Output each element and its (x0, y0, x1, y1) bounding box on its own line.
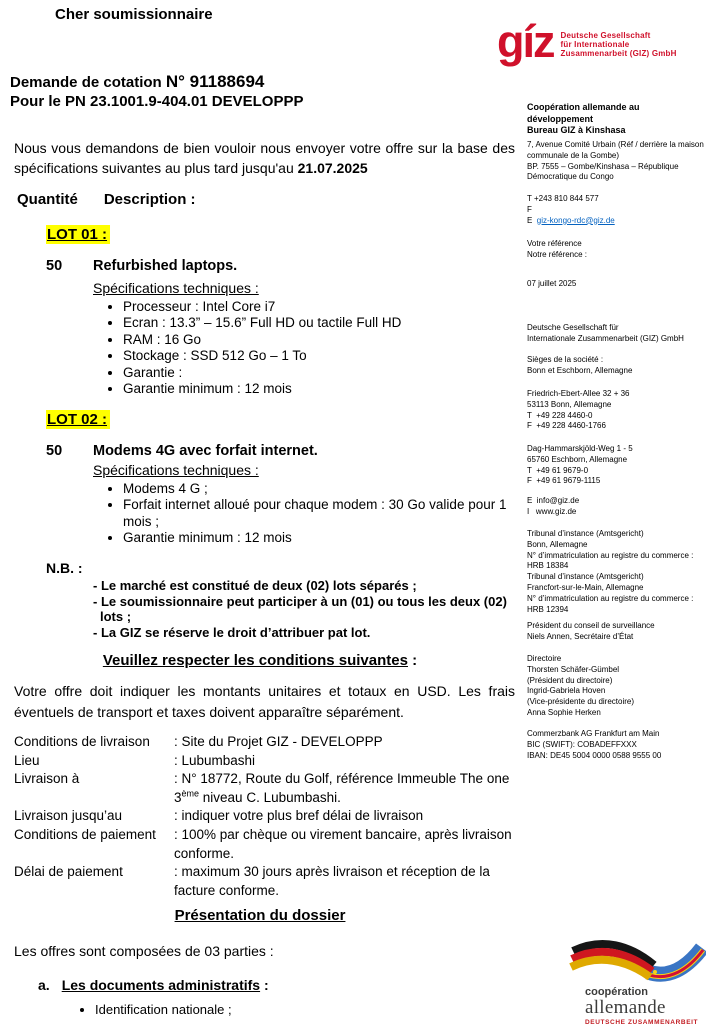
office-address (527, 140, 707, 183)
sidebar-line: Ingrid-Gabriela Hoven (527, 686, 606, 696)
list-item: • Identification nationale ; (95, 1002, 232, 1017)
supervisory-board (527, 621, 707, 643)
sidebar-line: Notre référence : (527, 249, 588, 259)
term-value: : indiquer votre plus bref délai de livraison (174, 808, 424, 824)
germany-drc-flag-ribbon-icon (568, 936, 706, 988)
sidebar-line: Tribunal d’instance (Amtsgericht) (527, 529, 644, 538)
salutation: Cher soumissionnaire (55, 6, 213, 23)
nb-item: - La GIZ se réserve le droit d’attribuer pat lot. (93, 624, 371, 640)
sidebar-line: N° d’immatriculation au registre du commerce : (527, 550, 694, 560)
lot1-spec-list (103, 299, 523, 397)
term-value: : maximum 30 jours après livraison et réception de la facture conforme. (174, 864, 494, 898)
sidebar-line: Commerzbank AG Frankfurt am Main (527, 729, 660, 738)
sidebar-header (527, 102, 707, 137)
columns-heading (17, 191, 196, 208)
bonn-address (527, 389, 707, 432)
presentation-intro: Les offres sont composées de 03 parties : (14, 943, 274, 959)
email-line (527, 216, 707, 227)
sidebar-line: E info@giz.de (527, 496, 580, 505)
sidebar-line: T +49 61 9679-0 (527, 465, 589, 475)
sidebar-line: Tribunal d’instance (Amtsgericht) (527, 572, 644, 582)
sidebar-line: Francfort-sur-le-Main, Allemagne (527, 582, 644, 592)
presentation-heading (0, 907, 520, 924)
presentation-heading-text: Présentation du dossier (174, 907, 346, 924)
giz-logo (497, 16, 677, 67)
email-label: E (527, 215, 537, 225)
term-label: Conditions de livraison (14, 734, 150, 749)
lot1-label: LOT 01 : (46, 225, 110, 244)
section-a-colon: : (260, 977, 269, 993)
desc-column-heading: Description : (103, 191, 196, 208)
term-label: Livraison jusqu’au (14, 808, 123, 824)
sidebar-line: Bureau GIZ à Kinshasa (527, 125, 626, 135)
lot1-title: Refurbished laptops. (93, 258, 238, 274)
giz-tagline-line: für Internationale (560, 40, 630, 49)
sidebar-line: BIC (SWIFT): COBADEFFXXX (527, 739, 637, 749)
list-item: • Modems 4 G ; (123, 481, 527, 497)
sidebar-line: F +49 61 9679-1115 (527, 476, 601, 486)
office-contact (527, 194, 707, 226)
nb-item: - Le soumissionnaire peut participer à un (01) ou tous les deux (02) lots ; (93, 593, 507, 625)
conditions-heading-colon: : (407, 652, 418, 669)
giz-tagline-line: Zusammenarbeit (GIZ) GmbH (560, 49, 677, 58)
list-item: • Garantie minimum : 12 mois (123, 530, 527, 546)
subject-title: Demande de cotation (10, 74, 166, 91)
sidebar-line: IBAN: DE45 5004 0000 0588 9555 00 (527, 750, 662, 760)
list-item: • Stockage : SSD 512 Go – 1 To (123, 348, 523, 364)
sidebar-line: BP. 7555 – Gombe/Kinshasa – République (527, 161, 679, 171)
term-label: Conditions de paiement (14, 826, 156, 842)
sidebar-line: HRB 18384 (527, 561, 569, 571)
lot2-spec-list (103, 481, 527, 547)
phone-line: T +243 810 844 577 (527, 194, 599, 203)
list-item: • Garantie : (123, 365, 523, 381)
section-a-title: Les documents administratifs (61, 977, 261, 993)
lot1-spec-heading: Spécifications techniques : (93, 280, 259, 296)
section-a (38, 977, 269, 993)
sidebar-line: communale de la Gombe) (527, 150, 620, 160)
sidebar-line: Deutsche Gesellschaft für (527, 323, 619, 332)
sidebar-line: F +49 228 4460-1766 (527, 421, 606, 431)
sidebar-line: 65760 Eschborn, Allemagne (527, 454, 628, 464)
qty-column-heading: Quantité (17, 191, 78, 208)
term-label: Délai de paiement (14, 864, 123, 880)
sidebar-line: Bonn, Allemagne (527, 539, 588, 549)
intro-paragraph (14, 138, 515, 178)
hq-contact (527, 496, 707, 518)
term-value: : 100% par chèque ou virement bancaire, après livraison conforme. (174, 826, 516, 861)
company-seats (527, 355, 707, 377)
nb-list (93, 578, 523, 640)
ordinal-superscript: ème (181, 788, 200, 799)
sidebar-line: Internationale Zusammenarbeit (GIZ) GmbH (527, 333, 684, 343)
sidebar-line: Directoire (527, 654, 562, 663)
subject-block (10, 72, 303, 111)
footer-logo-line2: allemande (585, 997, 666, 1018)
sidebar-line: Niels Annen, Secrétaire d’État (527, 631, 634, 641)
sidebar-line: T +49 228 4460-0 (527, 410, 593, 420)
sidebar-line: HRB 12394 (527, 604, 569, 614)
conditions-heading (0, 652, 520, 669)
sidebar-line: Anna Sophie Herken (527, 707, 601, 717)
lot2-title: Modems 4G avec forfait internet. (93, 443, 318, 459)
sidebar-line: Président du conseil de surveillance (527, 621, 655, 630)
term-value: : Lubumbashi (174, 752, 256, 768)
sidebar-line: Coopération allemande au développement (527, 102, 640, 124)
references (527, 239, 707, 261)
term-value (174, 770, 534, 807)
subject-line2: Pour le PN 23.1001.9-404.01 DEVELOPPP (10, 93, 304, 110)
list-item: • Forfait internet alloué pour chaque modem : 30 Go valide pour 1 mois ; (123, 497, 527, 530)
sidebar-line: Thorsten Schäfer-Gümbel (527, 664, 620, 674)
giz-email-link[interactable]: giz-kongo-rdc@giz.de (536, 215, 615, 225)
footer-logo-line3: DEUTSCHE ZUSAMMENARBEIT (585, 1019, 699, 1026)
subject-line1 (10, 72, 303, 92)
sidebar-line: Sièges de la société : (527, 355, 604, 364)
lot2-quantity: 50 (46, 443, 63, 459)
deadline-date: 21.07.2025 (297, 160, 368, 176)
footer-logo-text (585, 986, 698, 1026)
term-value: : Site du Projet GIZ - DEVELOPPP (174, 734, 383, 749)
sidebar-line: Votre référence (527, 239, 582, 248)
list-item: • RAM : 16 Go (123, 332, 523, 348)
bank-details (527, 729, 707, 761)
sidebar-line: I www.giz.de (527, 506, 577, 516)
intro-text: Nous vous demandons de bien vouloir nous envoyer votre offre sur la base des spécifications suivantes au plus tard jusqu'au (14, 140, 515, 176)
sidebar-line: 53113 Bonn, Allemagne (527, 399, 612, 409)
lot2-label: LOT 02 : (46, 410, 110, 429)
list-item: • Ecran : 13.3” – 15.6” Full HD ou tactile Full HD (123, 315, 523, 331)
fax-line: F (527, 204, 532, 214)
sidebar-line: (Président du directoire) (527, 675, 613, 685)
management-board (527, 654, 707, 719)
conditions-heading-text: Veuillez respecter les conditions suivantes (102, 652, 408, 669)
lot2-spec-heading: Spécifications techniques : (93, 462, 259, 478)
sidebar-line: (Vice-présidente du directoire) (527, 697, 635, 707)
nb-label: N.B. : (46, 560, 83, 576)
delivery-terms (14, 733, 534, 900)
term-label: Livraison à (14, 771, 80, 787)
giz-wordmark-icon: gíz (497, 16, 554, 67)
footer-logo-line1: coopération (585, 986, 648, 998)
section-a-label: a. (38, 977, 50, 993)
section-a-list (75, 1002, 232, 1017)
term-value-text: : N° 18772, Route du Golf, référence Immeuble The one 3 (174, 771, 514, 805)
nb-item: - Le marché est constitué de deux (02) lots séparés ; (93, 578, 417, 593)
giz-tagline (561, 31, 677, 58)
list-item: • Garantie minimum : 12 mois (123, 381, 523, 397)
list-item: • Processeur : Intel Core i7 (123, 299, 523, 315)
term-label: Lieu (14, 752, 40, 768)
company-name (527, 323, 707, 345)
sidebar-line: Friedrich-Ebert-Allee 32 + 36 (527, 389, 630, 398)
sidebar-line: N° d’immatriculation au registre du commerce : (527, 593, 694, 603)
term-value-text: niveau C. Lubumbashi. (199, 789, 341, 805)
sidebar-line: 7, Avenue Comité Urbain (Réf / derrière la maison (527, 140, 704, 149)
quotation-number: N° 91188694 (165, 72, 265, 91)
lot1-quantity: 50 (46, 258, 63, 274)
commercial-registry (527, 529, 707, 615)
letter-date: 07 juillet 2025 (527, 279, 577, 288)
eschborn-address (527, 444, 707, 487)
sidebar-line: Dag-Hammarskjöld-Weg 1 - 5 (527, 444, 633, 453)
offer-note: Votre offre doit indiquer les montants unitaires et totaux en USD. Les frais éventuels de transport et taxes doivent apparaître séparément. (14, 683, 515, 720)
sidebar-line: Bonn et Eschborn, Allemagne (527, 365, 633, 375)
sidebar-line: Démocratique du Congo (527, 172, 614, 182)
giz-tagline-line: Deutsche Gesellschaft (560, 31, 651, 40)
